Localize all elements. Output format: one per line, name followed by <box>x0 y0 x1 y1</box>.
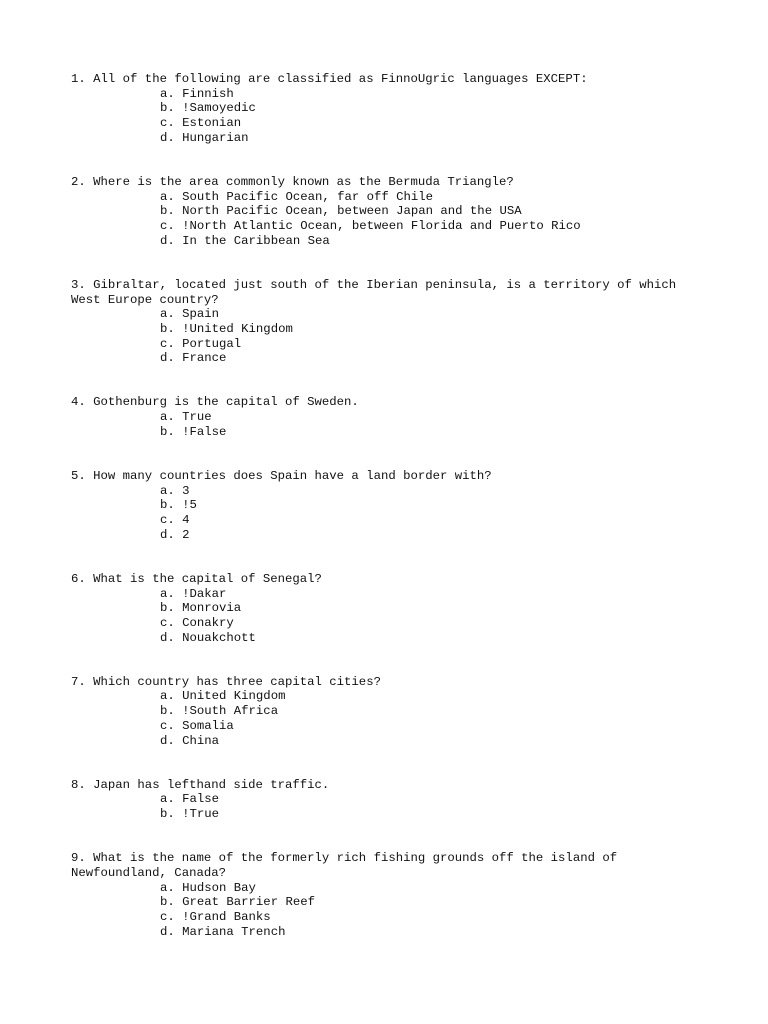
answer-option: b. !True <box>160 807 220 822</box>
question-text: Gothenburg is the capital of Sweden. <box>93 395 359 410</box>
answer-option: a. South Pacific Ocean, far off Chile <box>160 189 434 204</box>
answer-option: a. United Kingdom <box>160 689 286 704</box>
question-number: 4. <box>71 395 86 410</box>
answer-option: a. Spain <box>160 307 220 322</box>
question-number: 5. <box>71 468 86 483</box>
answer-option: c. Somalia <box>160 718 234 733</box>
question-number: 8. <box>71 777 86 792</box>
question-text: All of the following are classified as FinnoUgric languages EXCEPT: <box>93 72 588 86</box>
answer-option: d. In the Caribbean Sea <box>160 233 330 248</box>
answer-option: a. Hudson Bay <box>160 880 256 895</box>
question-9 <box>71 851 697 939</box>
answer-option: b. Great Barrier Reef <box>160 895 315 910</box>
answer-option: b. !South Africa <box>160 704 279 719</box>
answer-option: c. !Grand Banks <box>160 909 271 924</box>
question-6 <box>71 572 697 646</box>
answer-option: c. 4 <box>160 513 190 528</box>
question-1 <box>71 72 697 146</box>
question-text: Japan has lefthand side traffic. <box>93 777 330 792</box>
question-number: 6. <box>71 571 86 586</box>
question-7 <box>71 675 697 749</box>
question-number: 9. <box>71 851 86 866</box>
answer-option: d. Nouakchott <box>160 630 256 645</box>
answer-option: a. Finnish <box>160 86 234 101</box>
answer-option: a. !Dakar <box>160 586 227 601</box>
question-text: Gibraltar, located just south of the Iberian peninsula, is a territory of which West Europe country? <box>71 277 677 307</box>
answer-option: a. True <box>160 410 212 425</box>
question-number: 2. <box>71 174 86 189</box>
question-8 <box>71 778 697 822</box>
question-5 <box>71 469 697 543</box>
question-4 <box>71 395 697 439</box>
answer-option: d. 2 <box>160 527 190 542</box>
answer-option: d. Hungarian <box>160 130 249 145</box>
question-number: 1. <box>71 72 86 86</box>
question-text: How many countries does Spain have a land border with? <box>93 468 492 483</box>
question-text: What is the capital of Senegal? <box>93 571 322 586</box>
answer-option: b. Monrovia <box>160 601 242 616</box>
answer-option: d. Mariana Trench <box>160 924 286 939</box>
question-text: Where is the area commonly known as the Bermuda Triangle? <box>93 174 514 189</box>
answer-option: c. Estonian <box>160 116 242 131</box>
question-number: 3. <box>71 277 86 292</box>
answer-option: b. !False <box>160 424 227 439</box>
answer-option: c. !North Atlantic Ocean, between Florida and Puerto Rico <box>160 219 581 234</box>
question-number: 7. <box>71 674 86 689</box>
question-3 <box>71 278 697 366</box>
answer-option: a. False <box>160 792 220 807</box>
question-text: What is the name of the formerly rich fishing grounds off the island of Newfoundland, Canada? <box>71 851 618 880</box>
question-2 <box>71 175 697 249</box>
answer-option: d. China <box>160 733 220 748</box>
answer-option: c. Portugal <box>160 336 242 351</box>
answer-option: a. 3 <box>160 483 190 498</box>
question-text: Which country has three capital cities? <box>93 674 381 689</box>
answer-option: b. !United Kingdom <box>160 321 293 336</box>
answer-option: c. Conakry <box>160 615 234 630</box>
answer-option: b. !Samoyedic <box>160 101 256 116</box>
answer-option: d. France <box>160 351 227 366</box>
answer-option: b. North Pacific Ocean, between Japan and the USA <box>160 204 522 219</box>
answer-option: b. !5 <box>160 498 197 513</box>
